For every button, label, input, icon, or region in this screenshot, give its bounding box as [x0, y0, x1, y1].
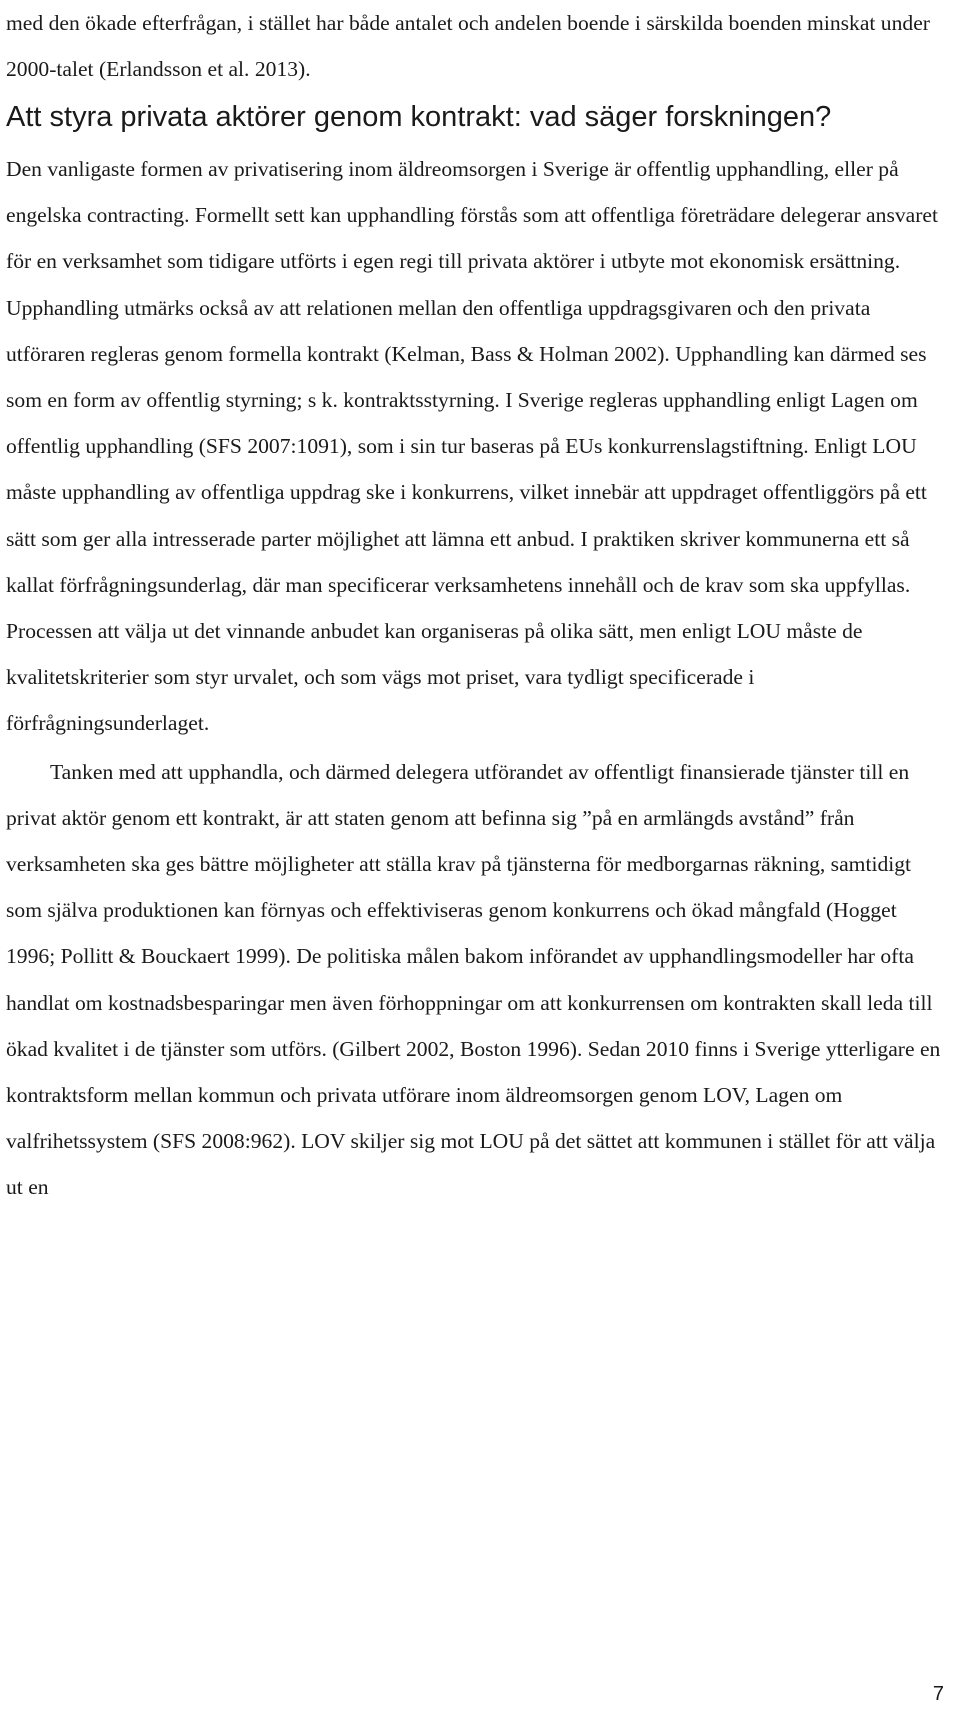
- body-paragraph-1: Den vanligaste formen av privatisering inom äldreomsorgen i Sverige är offentlig upphandling, eller på engelska contracting. Formellt sett kan upphandling förstås som att offentliga företrädare delegerar ansvaret för en verksamhet som tidigare utförts i egen regi till privata aktörer i utbyte mot ekonomisk ersättning. Upphandling utmärks också av att relationen mellan den offentliga uppdragsgivaren och den privata utföraren regleras genom formella kontrakt (Kelman, Bass & Holman 2002). Upphandling kan därmed ses som en form av offentlig styrning; s k. kontraktsstyrning. I Sverige regleras upphandling enligt Lagen om offentlig upphandling (SFS 2007:1091), som i sin tur baseras på EUs konkurrenslagstiftning. Enligt LOU måste upphandling av offentliga uppdrag ske i konkurrens, vilket innebär att uppdraget offentliggörs på ett sätt som ger alla intresserade parter möjlighet att lämna ett anbud. I praktiken skriver kommunerna ett så kallat förfrågningsunderlag, där man specificerar verksamhetens innehåll och de krav som ska uppfyllas. Processen att välja ut det vinnande anbudet kan organiseras på olika sätt, men enligt LOU måste de kvalitetskriterier som styr urvalet, och som vägs mot priset, vara tydligt specificerade i förfrågningsunderlaget.: [6, 157, 939, 736]
- section-heading: Att styra privata aktörer genom kontrakt: vad säger forskningen?: [6, 101, 832, 133]
- section-heading-wrapper: [6, 96, 950, 138]
- intro-paragraph: med den ökade efterfrågan, i stället har både antalet och andelen boende i särskilda boenden minskat under 2000-talet (Erlandsson et al. 2013).: [6, 11, 930, 81]
- page-number: 7: [932, 1683, 944, 1705]
- document-page: [6, 0, 950, 1211]
- body-paragraph-2: Tanken med att upphandla, och därmed delegera utförandet av offentligt finansierade tjänster till en privat aktör genom ett kontrakt, är att staten genom att befinna sig ”på en armlängds avstånd” från verksamheten ska ges bättre möjligheter att ställa krav på tjänsterna för medborgarnas räkning, samtidigt som själva produktionen kan förnyas och effektiviseras genom konkurrens och ökad mångfald (Hogget 1996; Pollitt & Bouckaert 1999). De politiska målen bakom införandet av upphandlingsmodeller har ofta handlat om kostnadsbesparingar men även förhoppningar om att konkurrensen om kontrakten skall leda till ökad kvalitet i de tjänster som utförs. (Gilbert 2002, Boston 1996). Sedan 2010 finns i Sverige ytterligare en kontraktsform mellan kommun och privata utförare inom äldreomsorgen genom LOV, Lagen om valfrihetssystem (SFS 2008:962). LOV skiljer sig mot LOU på det sättet att kommunen i stället för att välja ut en: [6, 759, 941, 1200]
